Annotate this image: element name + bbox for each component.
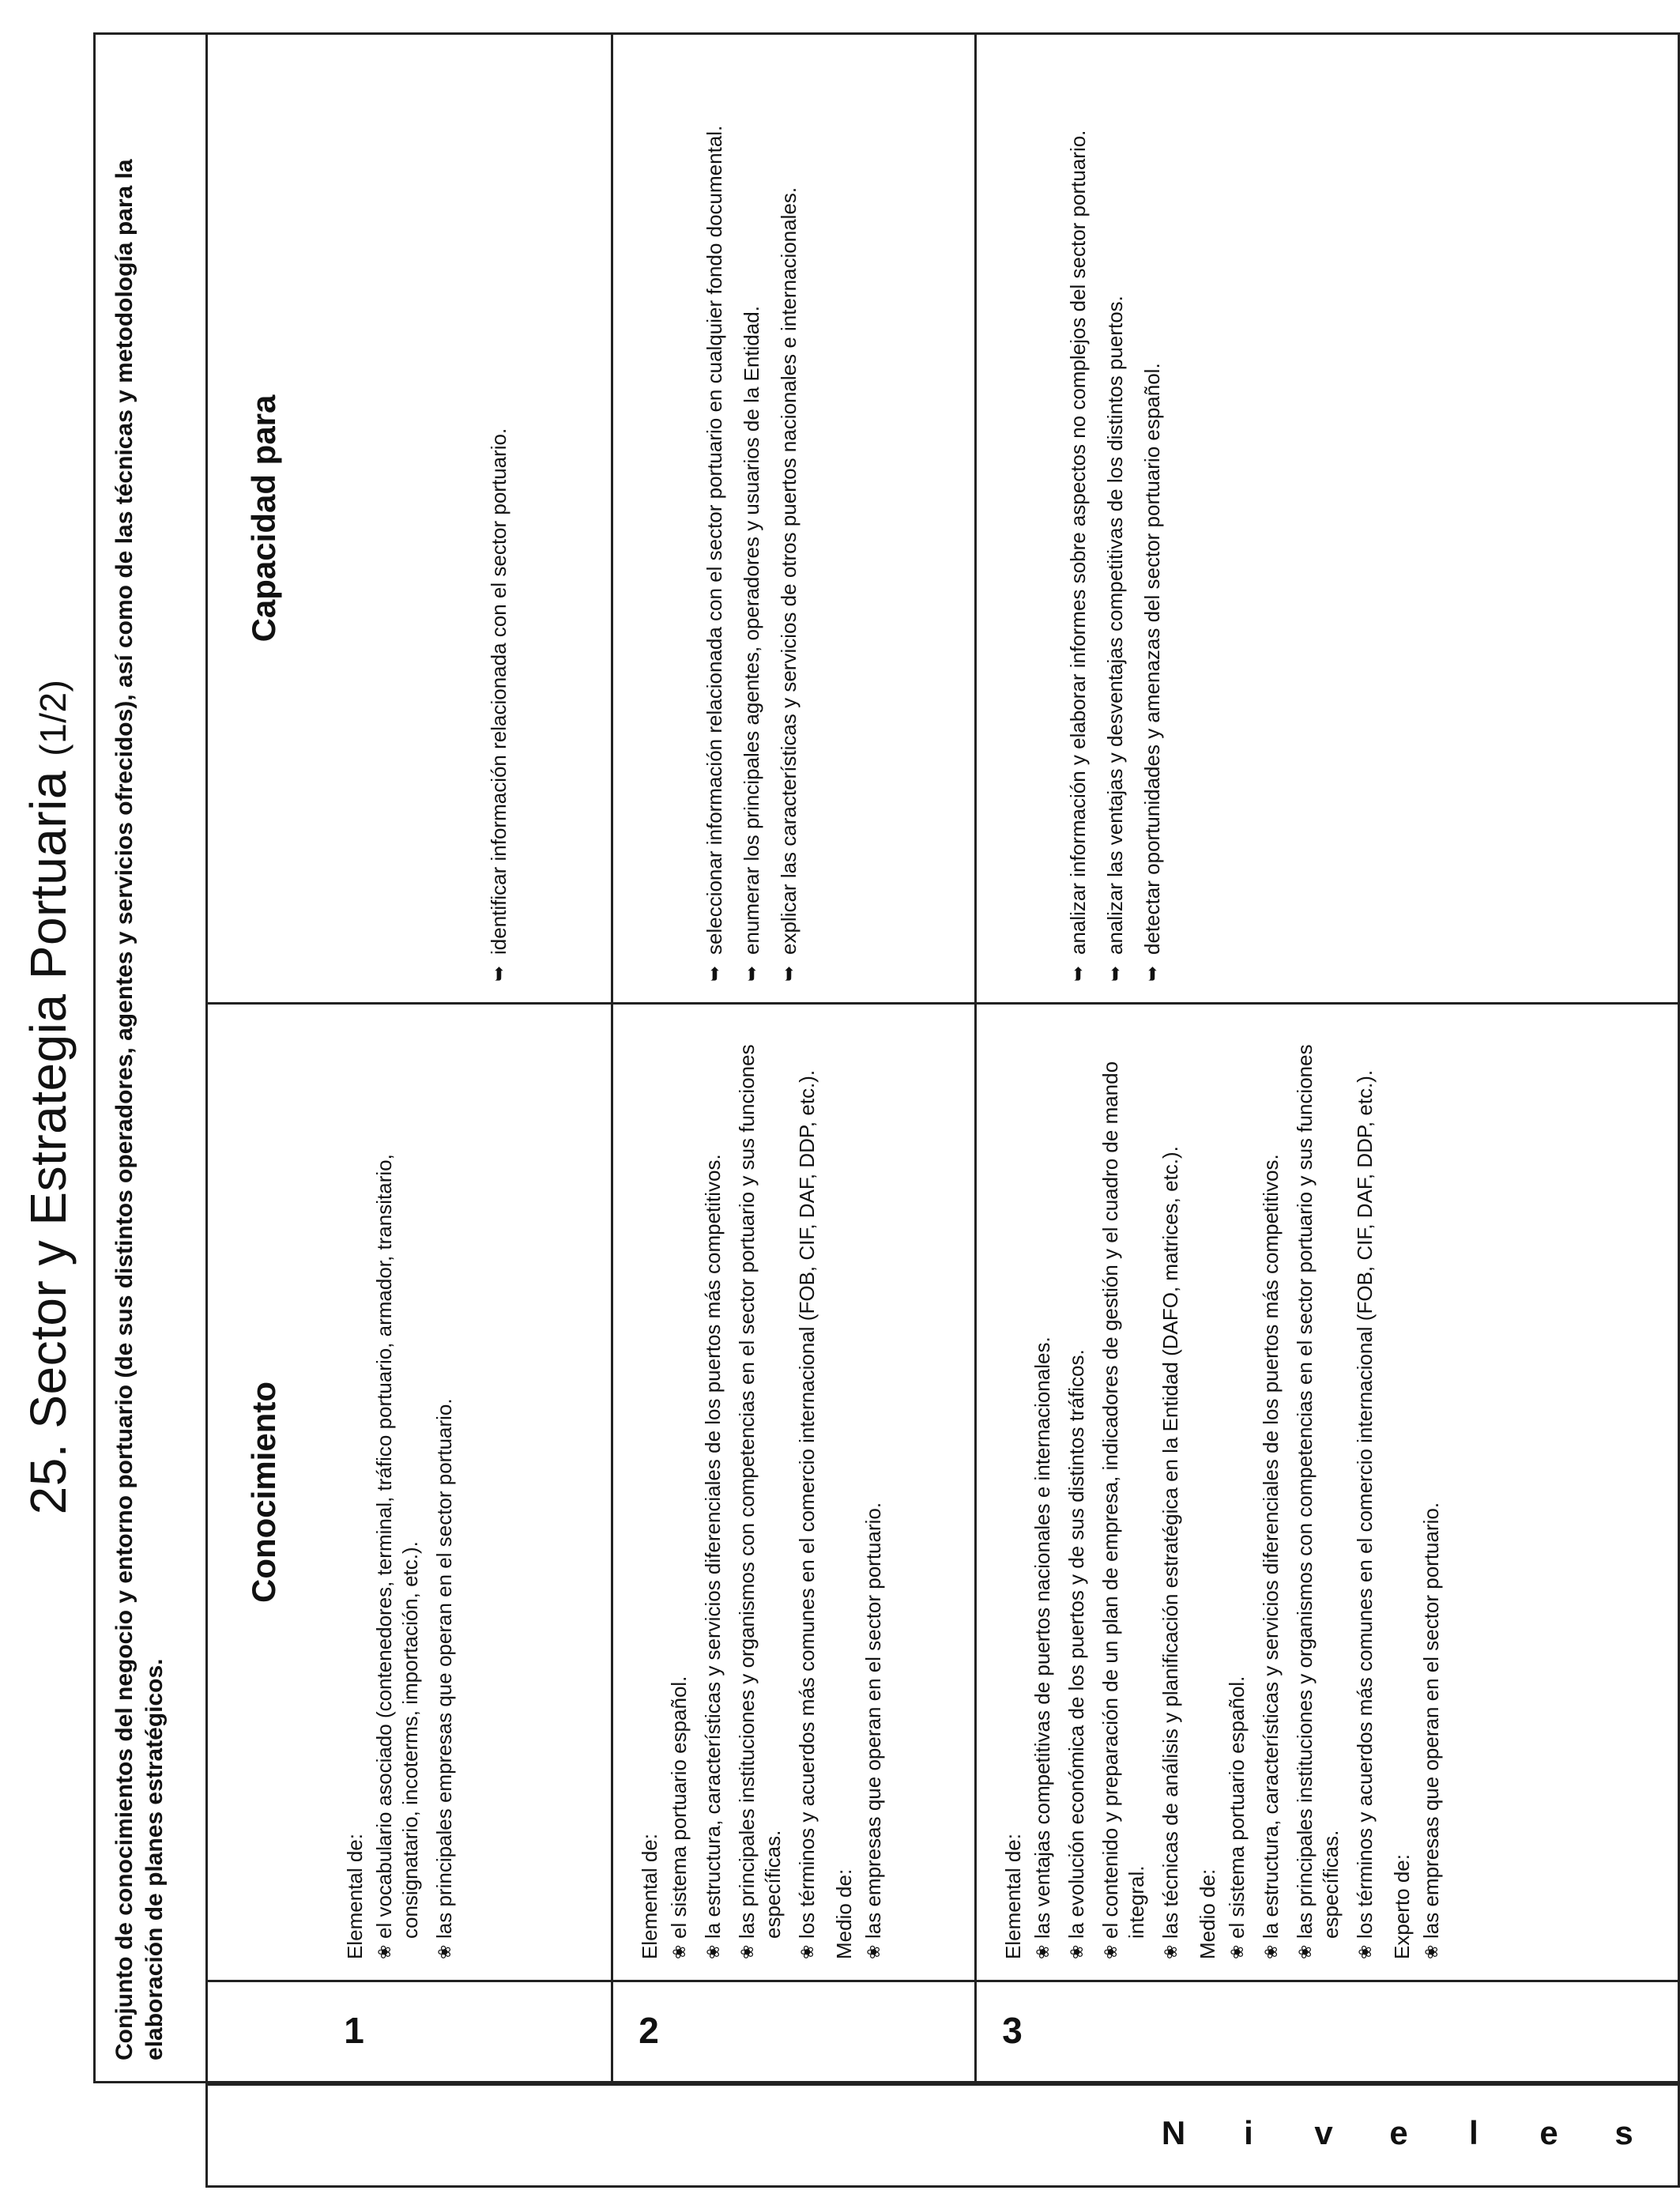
bullet-icon: ❀ (1161, 1944, 1181, 1959)
level-number: 3 (1002, 2010, 1023, 2051)
knowledge-item (1418, 1025, 1445, 1959)
niveles-letter: v (1314, 2114, 1333, 2151)
capacity-item-text: analizar información y elaborar informes sobre aspectos no complejos del sector portuario. (1066, 130, 1090, 955)
bullet-icon: ❀ (669, 1944, 689, 1959)
knowledge-item (666, 1025, 692, 1959)
knowledge-list (371, 1025, 458, 1959)
capacity-item (702, 55, 728, 982)
knowledge-level-label: Experto de: (1390, 1854, 1414, 1959)
capacity-item (739, 55, 765, 982)
capacity-list (486, 55, 512, 982)
knowledge-item-text: los términos y acuerdos más comunes en el comercio internacional (FOB, CIF, DAF, DDP, etc.). (795, 1069, 819, 1939)
knowledge-level-label: Elemental de: (343, 1834, 367, 1959)
arrow-icon: ➥ (704, 965, 725, 982)
knowledge-item-text: el sistema portuario español. (667, 1676, 691, 1939)
capacity-item-text: analizar las ventajas y desventajas competitivas de los distintos puertos. (1103, 296, 1127, 955)
knowledge-item (861, 1025, 887, 1959)
bullet-icon: ❀ (737, 1944, 757, 1959)
capacity-item (1065, 55, 1091, 982)
level-number: 2 (638, 2010, 659, 2051)
bullet-icon: ❀ (1033, 1944, 1053, 1959)
header-blank-cell (208, 1980, 318, 2081)
bullet-icon: ❀ (1101, 1944, 1121, 1959)
table-header-row (208, 35, 318, 2081)
knowledge-level-label: Medio de: (1196, 1868, 1219, 1959)
knowledge-list (1224, 1025, 1378, 1959)
knowledge-item (1292, 1025, 1344, 1959)
level-row-3 (974, 35, 1680, 2081)
knowledge-item-text: el sistema portuario español. (1225, 1676, 1249, 1939)
bullet-icon: ❀ (1295, 1944, 1315, 1959)
capacity-item-text: identificar información relacionada con el sector portuario. (487, 428, 510, 955)
knowledge-item-text: las ventajas competitivas de puertos nacionales e internacionales. (1030, 1336, 1054, 1939)
bullet-icon: ❀ (1067, 1944, 1087, 1959)
knowledge-group (1195, 1025, 1378, 1959)
conocimiento-cell (977, 1002, 1680, 1980)
level-number: 1 (344, 2010, 364, 2051)
capacity-item (1139, 55, 1166, 982)
header-conocimiento (208, 1002, 318, 1980)
knowledge-item (1352, 1025, 1378, 1959)
conocimiento-cell (613, 1002, 974, 1980)
bullet-icon: ❀ (1422, 1944, 1441, 1959)
knowledge-level-label: Medio de: (832, 1868, 856, 1959)
knowledge-list (1418, 1025, 1445, 1959)
knowledge-item (1158, 1025, 1184, 1959)
capacity-list (702, 55, 802, 982)
niveles-letter: N (1161, 2114, 1186, 2151)
knowledge-item-text: la estructura, características y servicios diferenciales de los puertos más competitivos. (701, 1154, 725, 1939)
capacity-item-text: detectar oportunidades y amenazas del sector portuario español. (1140, 363, 1164, 955)
arrow-icon: ➥ (488, 965, 510, 982)
knowledge-item-text: la estructura, características y servicios diferenciales de los puertos más competitivos. (1259, 1154, 1283, 1939)
knowledge-item-text: el contenido y preparación de un plan de empresa, indicadores de gestión y el cuadro de mando integral. (1098, 1061, 1148, 1939)
arrow-icon: ➥ (741, 965, 763, 982)
bullet-icon: ❀ (435, 1944, 454, 1959)
intro-description: Conjunto de conocimientos del negocio y entorno portuario (de sus distintos operadores, agentes y servicios ofrecidos), así como de las técnicas y metodología para la elaboración de planes estratégicos. (93, 32, 205, 2083)
knowledge-item (700, 1025, 726, 1959)
knowledge-group (1000, 1025, 1184, 1959)
capacidad-cell (318, 35, 611, 1002)
knowledge-list (666, 1025, 820, 1959)
header-capacidad (208, 35, 318, 1002)
knowledge-item-text: el vocabulario asociado (contenedores, terminal, tráfico portuario, armador, transitario, consignatario, incoterms, importación, etc.). (372, 1154, 422, 1939)
capacity-item (486, 55, 512, 982)
knowledge-item (431, 1025, 458, 1959)
knowledge-item (371, 1025, 424, 1959)
knowledge-item (1098, 1025, 1150, 1959)
conocimiento-cell (318, 1002, 611, 1980)
knowledge-level-label: Elemental de: (1001, 1834, 1025, 1959)
knowledge-item (1030, 1025, 1056, 1959)
knowledge-list (861, 1025, 887, 1959)
knowledge-item-text: las empresas que operan en el sector portuario. (1419, 1502, 1443, 1939)
knowledge-item-text: las empresas que operan en el sector portuario. (861, 1502, 885, 1939)
capacity-item (776, 55, 802, 982)
arrow-icon: ➥ (778, 965, 800, 982)
page-title (19, 0, 77, 2194)
capacidad-cell (977, 35, 1680, 1002)
bullet-icon: ❀ (1355, 1944, 1375, 1959)
knowledge-item-text: las principales instituciones y organismos con competencias en el sector portuario y sus funciones específicas. (1293, 1044, 1343, 1939)
knowledge-item-text: las principales empresas que operan en el sector portuario. (432, 1398, 456, 1939)
capacity-list (1065, 55, 1166, 982)
knowledge-group (831, 1025, 887, 1959)
knowledge-item-text: los términos y acuerdos más comunes en el comercio internacional (FOB, CIF, DAF, DDP, etc.). (1353, 1069, 1377, 1939)
header-conocimiento-text: Conocimiento (244, 1382, 282, 1603)
level-row-1 (318, 35, 611, 2081)
niveles-letter: s (1614, 2114, 1633, 2151)
knowledge-list (1030, 1025, 1184, 1959)
niveles-letter: i (1244, 2114, 1253, 2151)
arrow-icon: ➥ (1142, 965, 1163, 982)
knowledge-item-text: las técnicas de análisis y planificación estratégica en la Entidad (DAFO, matrices, etc.). (1158, 1146, 1182, 1939)
arrow-icon: ➥ (1068, 965, 1089, 982)
competency-table (205, 32, 1680, 2083)
bullet-icon: ❀ (1227, 1944, 1247, 1959)
knowledge-item (1064, 1025, 1090, 1959)
title-part: (1/2) (32, 679, 73, 756)
bullet-icon: ❀ (864, 1944, 883, 1959)
niveles-letter: e (1539, 2114, 1558, 2151)
knowledge-group (342, 1025, 458, 1959)
knowledge-group (1389, 1025, 1445, 1959)
knowledge-item (794, 1025, 820, 1959)
capacity-item (1102, 55, 1128, 982)
knowledge-item (734, 1025, 786, 1959)
level-number-cell (318, 1980, 611, 2081)
header-capacidad-text: Capacidad para (244, 394, 282, 643)
capacity-item-text: explicar las características y servicios de otros puertos nacionales e internacionales. (777, 187, 800, 955)
knowledge-group (637, 1025, 820, 1959)
knowledge-item-text: las principales instituciones y organismos con competencias en el sector portuario y sus funciones específicas. (735, 1044, 785, 1939)
bullet-icon: ❀ (375, 1944, 394, 1959)
level-number-cell (613, 1980, 974, 2081)
title-text: 25. Sector y Estrategia Portuaria (20, 770, 77, 1515)
niveles-letter: l (1469, 2114, 1478, 2151)
bullet-icon: ❀ (703, 1944, 723, 1959)
niveles-label-column (205, 2083, 1680, 2188)
arrow-icon: ➥ (1105, 965, 1126, 982)
knowledge-item (1224, 1025, 1250, 1959)
bullet-icon: ❀ (797, 1944, 817, 1959)
level-number-cell (977, 1980, 1680, 2081)
knowledge-level-label: Elemental de: (638, 1834, 661, 1959)
niveles-letter: e (1389, 2114, 1408, 2151)
capacidad-cell (613, 35, 974, 1002)
knowledge-item-text: la evolución económica de los puertos y de sus distintos tráficos. (1064, 1349, 1088, 1939)
capacity-item-text: enumerar los principales agentes, operadores y usuarios de la Entidad. (740, 306, 763, 955)
knowledge-item (1258, 1025, 1284, 1959)
capacity-item-text: seleccionar información relacionada con el sector portuario en cualquier fondo documental. (703, 125, 726, 955)
bullet-icon: ❀ (1261, 1944, 1281, 1959)
level-row-2 (611, 35, 974, 2081)
